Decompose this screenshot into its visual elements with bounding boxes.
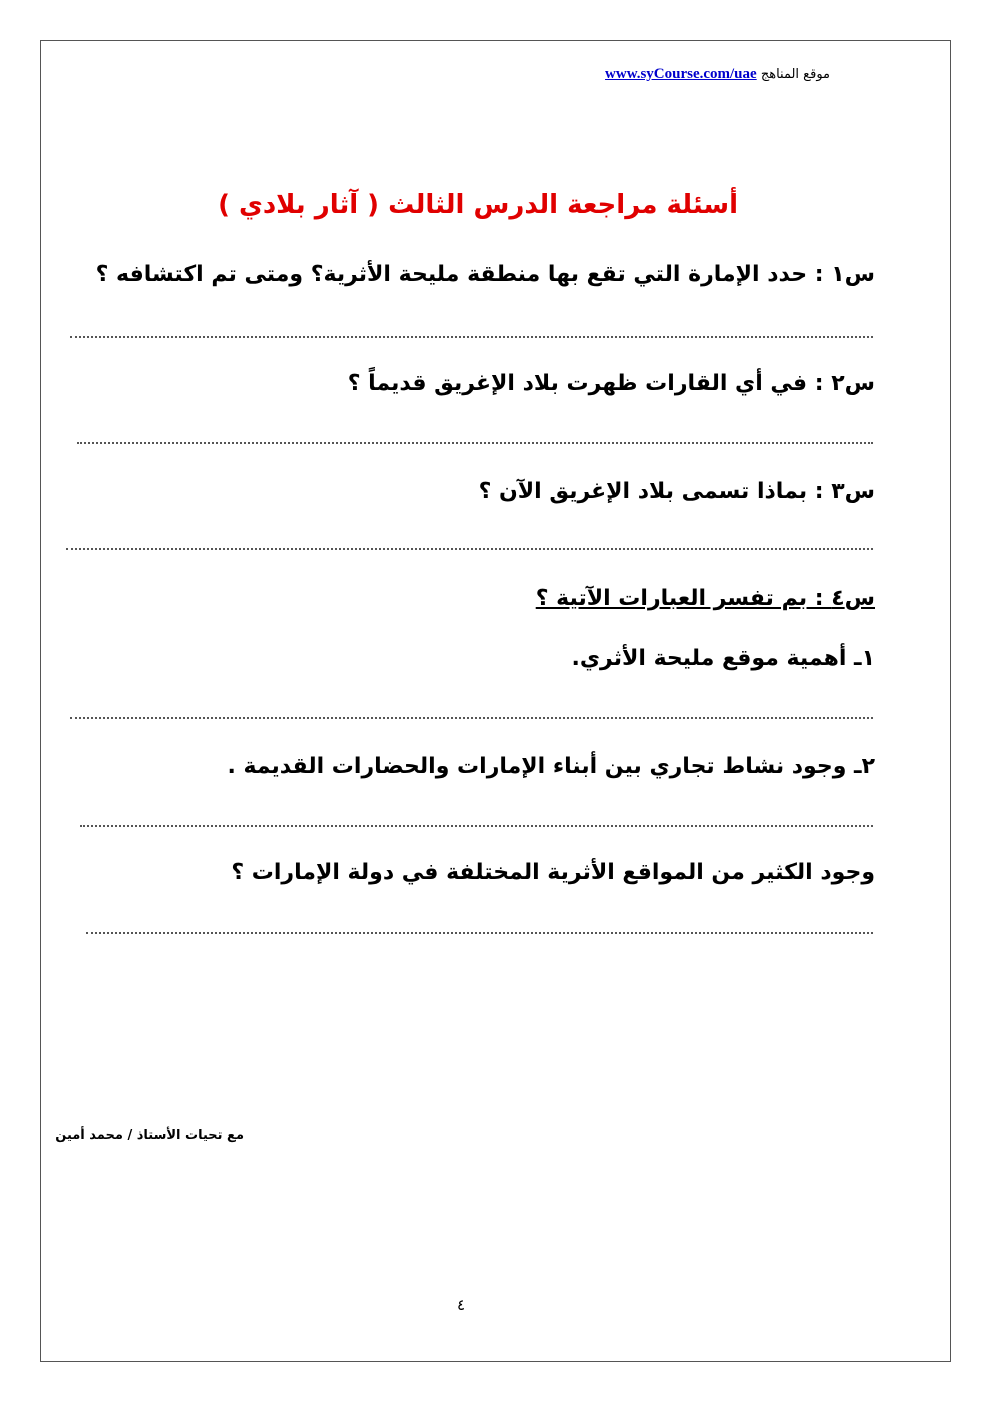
question-2 xyxy=(60,371,875,396)
question-2-text: س٢ : في أي القارات ظهرت بلاد الإغريق قديماً ؟ xyxy=(347,371,875,396)
page-border xyxy=(40,40,951,1362)
site-header xyxy=(400,66,830,83)
sub-item-3 xyxy=(60,860,875,885)
question-1 xyxy=(60,262,875,287)
question-3-text: س٣ : بماذا تسمى بلاد الإغريق الآن ؟ xyxy=(478,479,875,504)
sub-item-2 xyxy=(60,754,875,779)
answer-line-4[interactable] xyxy=(70,717,873,719)
answer-line-1[interactable] xyxy=(70,336,873,338)
teacher-signature: مع تحيات الأستاذ / محمد أمين xyxy=(55,1128,244,1143)
site-label: موقع المناهج xyxy=(760,67,830,82)
answer-line-6[interactable] xyxy=(86,932,873,934)
sub-item-1-text: ١ـ أهمية موقع مليحة الأثري. xyxy=(571,646,875,671)
sub-item-1 xyxy=(60,646,875,671)
question-1-text: س١ : حدد الإمارة التي تقع بها منطقة مليحة الأثرية؟ ومتى تم اكتشافه ؟ xyxy=(95,262,875,287)
answer-line-3[interactable] xyxy=(66,548,873,550)
sub-item-3-text: وجود الكثير من المواقع الأثرية المختلفة في دولة الإمارات ؟ xyxy=(231,860,875,885)
page-title: أسئلة مراجعة الدرس الثالث ( آثار بلادي ) xyxy=(218,190,738,220)
answer-line-2[interactable] xyxy=(77,442,873,444)
answer-line-5[interactable] xyxy=(80,825,873,827)
question-4 xyxy=(60,586,875,611)
site-url-link[interactable]: www.syCourse.com/uae xyxy=(605,66,757,82)
sub-item-2-text: ٢ـ وجود نشاط تجاري بين أبناء الإمارات والحضارات القديمة . xyxy=(227,754,875,779)
question-4-text: س٤ : بم تفسر العبارات الآتية ؟ xyxy=(535,586,875,611)
question-3 xyxy=(60,479,875,504)
page-number: ٤ xyxy=(456,1296,466,1314)
